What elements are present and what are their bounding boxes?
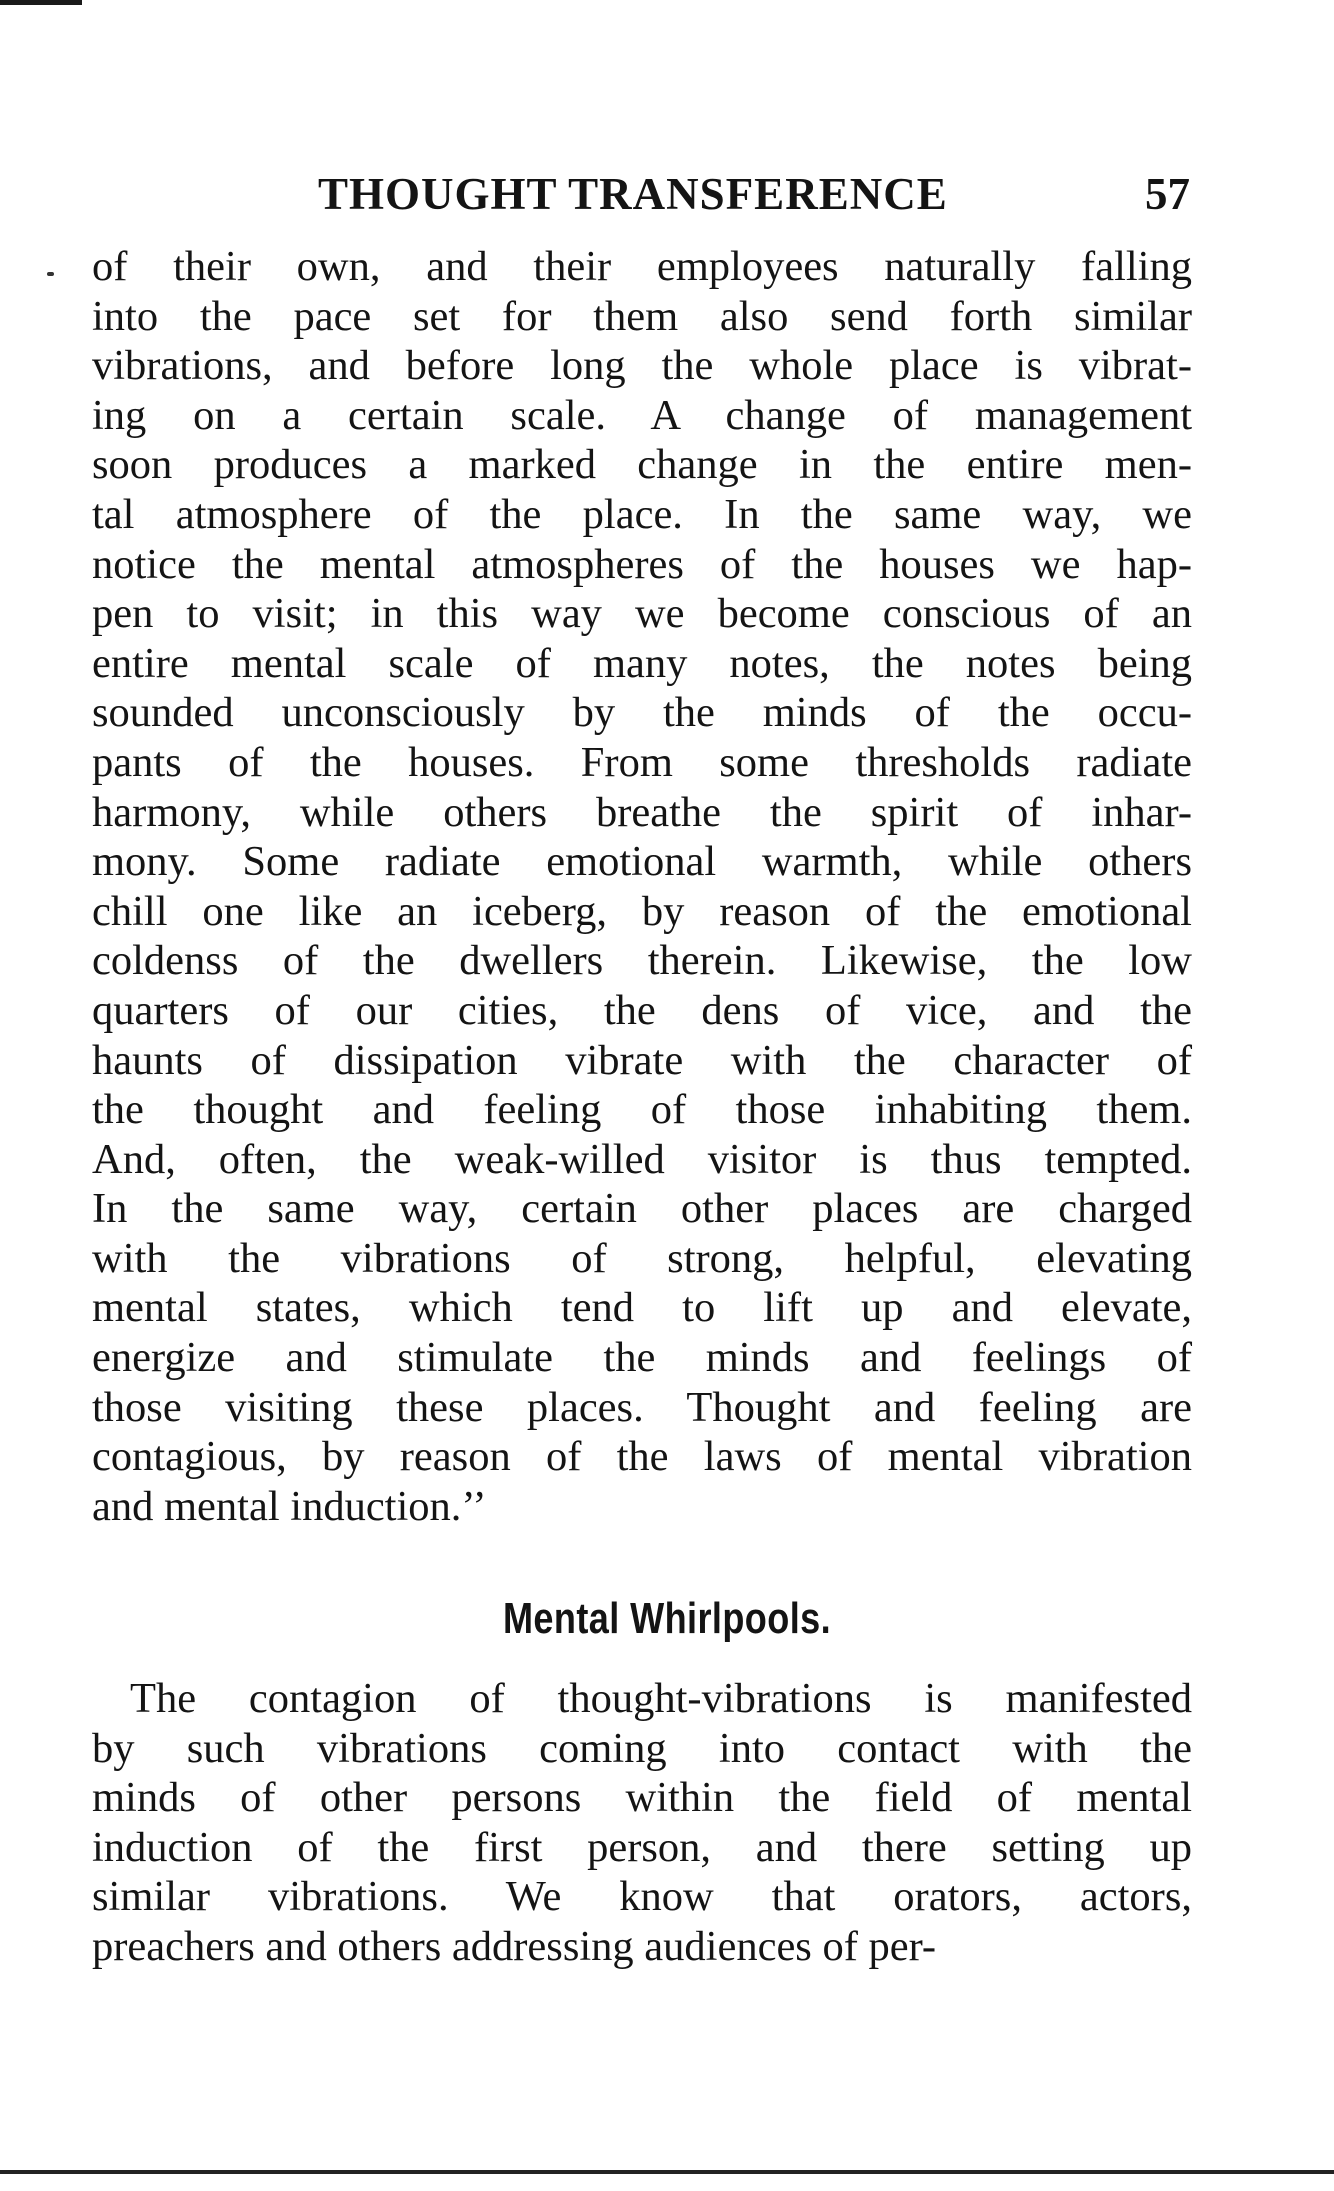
scan-edge-mark bbox=[0, 0, 82, 5]
text-line: energize and stimulate the minds and feelings of bbox=[92, 1334, 1192, 1382]
text-line: induction of the first person, and there setting up bbox=[92, 1823, 1192, 1871]
bottom-scan-edge bbox=[0, 2170, 1334, 2174]
text-line: and mental induction.’’ bbox=[92, 1482, 487, 1530]
text-line: contagious, by reason of the laws of mental vibration bbox=[92, 1433, 1192, 1481]
text-line: into the pace set for them also send forth similar bbox=[92, 292, 1192, 340]
text-line: notice the mental atmospheres of the houses we hap- bbox=[92, 540, 1192, 588]
page-number: 57 bbox=[1145, 169, 1190, 219]
text-line: And, often, the weak-willed visitor is thus tempted. bbox=[92, 1135, 1192, 1183]
text-line: vibrations, and before long the whole place is vibrat- bbox=[92, 342, 1192, 390]
text-line: haunts of dissipation vibrate with the character of bbox=[92, 1036, 1192, 1084]
text-line: sounded unconsciously by the minds of the occu- bbox=[92, 689, 1192, 737]
text-line: preachers and others addressing audiences of per- bbox=[92, 1922, 937, 1970]
text-line: the thought and feeling of those inhabiting them. bbox=[92, 1086, 1192, 1134]
text-line: quarters of our cities, the dens of vice, and the bbox=[92, 986, 1192, 1034]
text-line: The contagion of thought-vibrations is manifested bbox=[130, 1675, 1192, 1722]
running-header bbox=[90, 164, 1190, 224]
text-line: similar vibrations. We know that orators, actors, bbox=[92, 1873, 1192, 1921]
margin-speck bbox=[47, 272, 54, 276]
text-line: chill one like an iceberg, by reason of the emotional bbox=[92, 887, 1192, 935]
text-line: pen to visit; in this way we become conscious of an bbox=[92, 590, 1192, 638]
text-line: with the vibrations of strong, helpful, elevating bbox=[92, 1234, 1192, 1282]
text-line: ing on a certain scale. A change of management bbox=[92, 391, 1192, 439]
text-line: coldenss of the dwellers therein. Likewise, the low bbox=[92, 937, 1192, 985]
running-title: THOUGHT TRANSFERENCE bbox=[318, 169, 948, 219]
section-heading: Mental Whirlpools. bbox=[502, 1594, 832, 1643]
paragraph-continuation bbox=[92, 242, 1192, 1531]
text-line: pants of the houses. From some thresholds radiate bbox=[92, 738, 1192, 786]
text-line: soon produces a marked change in the entire men- bbox=[92, 441, 1192, 489]
text-line: entire mental scale of many notes, the notes being bbox=[92, 639, 1192, 687]
text-line: mental states, which tend to lift up and elevate, bbox=[92, 1284, 1192, 1332]
paragraph-mental-whirlpools bbox=[92, 1674, 1192, 1972]
text-line: those visiting these places. Thought and feeling are bbox=[92, 1383, 1192, 1431]
text-line: In the same way, certain other places are charged bbox=[92, 1185, 1192, 1233]
text-line: of their own, and their employees naturally falling bbox=[92, 243, 1192, 290]
text-line: harmony, while others breathe the spirit of inhar- bbox=[92, 788, 1192, 836]
text-line: minds of other persons within the field of mental bbox=[92, 1774, 1192, 1822]
text-line: mony. Some radiate emotional warmth, while others bbox=[92, 838, 1192, 886]
text-line: by such vibrations coming into contact with the bbox=[92, 1724, 1192, 1772]
text-line: tal atmosphere of the place. In the same way, we bbox=[92, 490, 1192, 538]
